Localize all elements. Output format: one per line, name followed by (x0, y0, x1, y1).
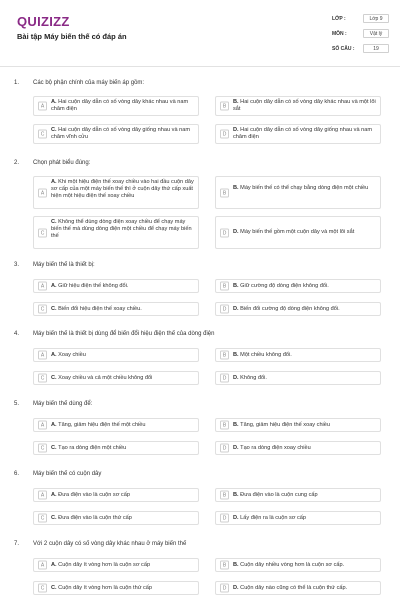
question-text: Máy biến thế là thiết bị dùng để biến đổi hiệu điện thế của dòng điện (33, 331, 215, 337)
option-letter: A (38, 351, 47, 360)
option-text: C. Hai cuộn dây dẫn có số vòng dây giống nhau và nam châm vĩnh cửu (51, 127, 191, 140)
option-text: B. Đưa điện vào là cuộn cung cấp (233, 492, 318, 498)
option-text: D. Biến đổi cường độ dòng điện không đổi. (233, 306, 340, 312)
option-text: B. Hai cuộn dây dẫn có số vòng dây khác nhau và một lõi sắt (233, 99, 376, 112)
question-number: 5. (14, 401, 20, 407)
question-text: Các bộ phận chính của máy biến áp gồm: (33, 80, 145, 86)
option-text: D. Máy biến thế gồm một cuộn dây và một lõi sắt (233, 229, 355, 235)
answer-option[interactable] (215, 216, 381, 249)
answer-option[interactable] (215, 124, 381, 144)
answer-option[interactable] (215, 348, 381, 362)
option-letter: C (38, 130, 47, 139)
subject-label: MÔN : (332, 31, 347, 37)
option-letter: B (220, 491, 229, 500)
option-text: D. Tạo ra dòng điện xoay chiều (233, 445, 311, 451)
answer-option[interactable] (33, 216, 199, 249)
header-divider (0, 66, 400, 67)
option-text: A. Đưa điện vào là cuộn sơ cấp (51, 492, 130, 498)
option-text: C. Xoay chiều và cả một chiều không đổi (51, 375, 153, 381)
answer-option[interactable] (215, 371, 381, 385)
answer-option[interactable] (215, 511, 381, 525)
grade-label: LỚP : (332, 16, 346, 22)
option-letter: A (38, 561, 47, 570)
option-letter: D (220, 514, 229, 523)
option-letter: D (220, 305, 229, 314)
option-text: D. Lấy điện ra là cuộn sơ cấp (233, 515, 307, 521)
question-count-label: SỐ CÂU : (332, 46, 355, 52)
answer-option[interactable] (33, 96, 199, 116)
answer-option[interactable] (215, 488, 381, 502)
question-text: Máy biến thế là thiết bị: (33, 262, 95, 268)
option-letter: B (220, 102, 229, 111)
option-text: D. Cuộn dây nào cũng có thể là cuộn thứ cấp. (233, 585, 348, 591)
option-text: D. Không đổi. (233, 375, 267, 381)
option-text: A. Hai cuộn dây dẫn có số vòng dây khác nhau và nam châm điện (51, 99, 189, 112)
option-text: B. Cuộn dây nhiều vòng hơn là cuộn sơ cấp. (233, 562, 345, 568)
question-number: 3. (14, 262, 20, 268)
option-text: B. Máy biến thế có thể chạy bằng dòng điện một chiều (233, 185, 369, 191)
option-letter: B (220, 561, 229, 570)
option-text: A. Cuộn dây ít vòng hơn là cuộn sơ cấp (51, 562, 151, 568)
option-letter: B (220, 282, 229, 291)
option-text: B. Tăng, giảm hiệu điện thế xoay chiều (233, 422, 331, 428)
question-text: Chọn phát biểu đúng: (33, 160, 91, 166)
option-letter: A (38, 102, 47, 111)
option-letter: C (38, 444, 47, 453)
option-letter: D (220, 130, 229, 139)
answer-option[interactable] (33, 302, 199, 316)
option-text: A. Giữ hiệu điện thế không đổi. (51, 283, 129, 289)
option-letter: C (38, 514, 47, 523)
option-text: D. Hai cuộn dây dẫn có số vòng dây giống nhau và nam châm điện (233, 127, 373, 140)
option-letter: D (220, 374, 229, 383)
option-letter: B (220, 351, 229, 360)
subject-value: Vật lý (363, 29, 389, 38)
answer-option[interactable] (33, 581, 199, 595)
answer-option[interactable] (33, 511, 199, 525)
option-text: C. Cuộn dây ít vòng hơn là cuộn thứ cấp (51, 585, 153, 591)
answer-option[interactable] (33, 558, 199, 572)
option-letter: D (220, 228, 229, 237)
option-letter: B (220, 188, 229, 197)
answer-option[interactable] (33, 441, 199, 455)
answer-option[interactable] (33, 488, 199, 502)
option-letter: C (38, 584, 47, 593)
option-text: C. Không thể dùng dòng điện xoay chiều để chạy máy biến thế mà dùng dòng điện một chiều để chạy máy biến thế (51, 219, 192, 239)
answer-option[interactable] (215, 558, 381, 572)
grade-value: Lớp 9 (363, 14, 389, 23)
option-letter: C (38, 374, 47, 383)
question-number: 7. (14, 541, 20, 547)
question-text: Với 2 cuộn dây có số vòng dây khác nhau ở máy biến thế (33, 541, 187, 547)
option-letter: A (38, 491, 47, 500)
answer-option[interactable] (215, 581, 381, 595)
option-text: A. Xoay chiều (51, 352, 86, 358)
option-letter: A (38, 188, 47, 197)
quizizz-logo[interactable]: QUIZIZZ (17, 14, 70, 29)
answer-option[interactable] (33, 176, 199, 209)
option-letter: D (220, 444, 229, 453)
option-text: A. Khi một hiệu điện thế xoay chiều vào hai đầu cuộn dây sơ cấp của một máy biến thế thì ở cuộn dây thứ cấp xuất hiện một hiệu điện thế xoay chiều (51, 179, 194, 199)
answer-option[interactable] (215, 279, 381, 293)
option-letter: A (38, 421, 47, 430)
option-letter: B (220, 421, 229, 430)
answer-option[interactable] (33, 371, 199, 385)
answer-option[interactable] (215, 418, 381, 432)
option-letter: D (220, 584, 229, 593)
question-number: 2. (14, 160, 20, 166)
option-text: A. Tăng, giảm hiệu điện thế một chiều (51, 422, 146, 428)
option-text: B. Giữ cường độ dòng điện không đổi. (233, 283, 329, 289)
option-text: C. Biến đổi hiệu điện thế xoay chiều. (51, 306, 142, 312)
page-title: Bài tập Máy biến thế có đáp án (17, 32, 127, 41)
answer-option[interactable] (33, 418, 199, 432)
option-text: C. Đưa điện vào là cuộn thứ cấp (51, 515, 132, 521)
answer-option[interactable] (33, 279, 199, 293)
answer-option[interactable] (33, 348, 199, 362)
option-letter: C (38, 228, 47, 237)
question-number: 6. (14, 471, 20, 477)
question-text: Máy biến thế dùng để: (33, 401, 93, 407)
option-text: B. Một chiều không đổi. (233, 352, 292, 358)
question-text: Máy biến thế có cuộn dây (33, 471, 102, 477)
answer-option[interactable] (215, 176, 381, 209)
answer-option[interactable] (215, 441, 381, 455)
question-number: 4. (14, 331, 20, 337)
worksheet-header (0, 0, 400, 62)
answer-option[interactable] (33, 124, 199, 144)
option-letter: C (38, 305, 47, 314)
question-number: 1. (14, 80, 20, 86)
question-count-value: 19 (363, 44, 389, 53)
answer-option[interactable] (215, 96, 381, 116)
option-letter: A (38, 282, 47, 291)
answer-option[interactable] (215, 302, 381, 316)
option-text: C. Tạo ra dòng điện một chiều (51, 445, 127, 451)
